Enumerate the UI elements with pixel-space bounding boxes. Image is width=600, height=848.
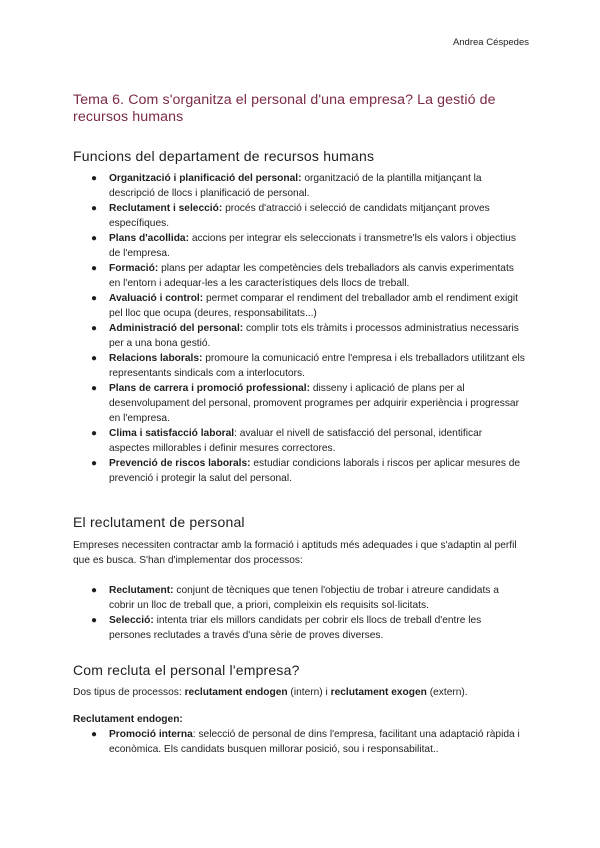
bullet-icon: ● <box>91 615 98 626</box>
page-title: Tema 6. Com s'organitza el personal d'una empresa? La gestió de recursos humans <box>73 92 496 125</box>
list-item: ● Selecció: intenta triar els millors candidats per cobrir els llocs de treball d'entre les persones reclutades a través d'una sèrie de proves diverses. <box>91 615 482 641</box>
list-item: ● Reclutament: conjunt de tècniques que tenen l'objectiu de trobar i atreure candidats a cobrir un lloc de treball que, a priori, compleixin els requisits sol·licitats. <box>91 585 499 611</box>
list-item: ● Formació: plans per adaptar les competències dels treballadors als canvis experimentats en l'entorn i adequar-les a les característiques dels llocs de treball. <box>91 263 514 289</box>
reclutament-list <box>73 583 525 643</box>
section-heading-funcions: Funcions del departament de recursos humans <box>73 148 375 164</box>
bullet-icon: ● <box>91 585 98 596</box>
bullet-icon: ● <box>91 263 98 274</box>
funcions-list <box>73 171 525 486</box>
list-item: ● Plans de carrera i promoció professional: disseny i aplicació de plans per al desenvolupament del personal, promovent programes per adquirir experiència i progressar en l'empresa. <box>91 383 519 424</box>
document-body <box>73 92 525 757</box>
section-heading-reclutament: El reclutament de personal <box>73 514 245 530</box>
bullet-icon: ● <box>91 293 98 304</box>
section-heading-com-recluta: Com recluta el personal l'empresa? <box>73 662 300 678</box>
endogen-list <box>73 727 525 757</box>
bullet-icon: ● <box>91 428 98 439</box>
bullet-icon: ● <box>91 729 98 740</box>
bullet-icon: ● <box>91 458 98 469</box>
bullet-icon: ● <box>91 353 98 364</box>
bullet-icon: ● <box>91 173 98 184</box>
list-item: ● Administració del personal: complir tots els tràmits i processos administratius necessaris per a una bona gestió. <box>91 323 519 349</box>
author-name: Andrea Céspedes <box>452 37 529 48</box>
list-item: ● Reclutament i selecció: procés d'atracció i selecció de candidats mitjançant proves específiques. <box>91 203 490 229</box>
reclutament-paragraph: Empreses necessiten contractar amb la formació i aptituds més adequades i que s'adaptin al perfil que es busca. S'han d'implementar dos processos: <box>73 540 517 566</box>
list-item: ● Avaluació i control: permet comparar el rendiment del treballador amb el rendiment exigit pel lloc que ocupa (deures, responsabilitats...) <box>91 293 518 319</box>
bullet-icon: ● <box>91 203 98 214</box>
list-item: ● Clima i satisfacció laboral: avaluar el nivell de satisfacció del personal, identificar aspectes millorables i definir mesures correctores. <box>91 428 483 454</box>
bullet-icon: ● <box>91 233 98 244</box>
list-item: ● Plans d'acollida: accions per integrar els seleccionats i transmetre'ls els valors i objectius de l'empresa. <box>91 233 516 259</box>
list-item: ● Organització i planificació del personal: organització de la plantilla mitjançant la descripció de llocs i planificació de personal. <box>91 173 482 199</box>
subheading-endogen: Reclutament endogen: <box>73 714 183 725</box>
list-item: ● Prevenció de riscos laborals: estudiar condicions laborals i riscos per aplicar mesures de prevenció i protegir la salut del personal. <box>91 458 521 484</box>
processos-paragraph: Dos tipus de processos: reclutament endogen (intern) i reclutament exogen (extern). <box>73 687 468 698</box>
bullet-icon: ● <box>91 383 98 394</box>
list-item: ● Relacions laborals: promoure la comunicació entre l'empresa i els treballadors utilitzant els representants sindicals com a interlocutors. <box>91 353 525 379</box>
list-item: ● Promoció interna: selecció de personal de dins l'empresa, facilitant una adaptació ràpida i econòmica. Els candidats busquen millorar posició, sou i responsabilitat.. <box>91 729 520 755</box>
bullet-icon: ● <box>91 323 98 334</box>
